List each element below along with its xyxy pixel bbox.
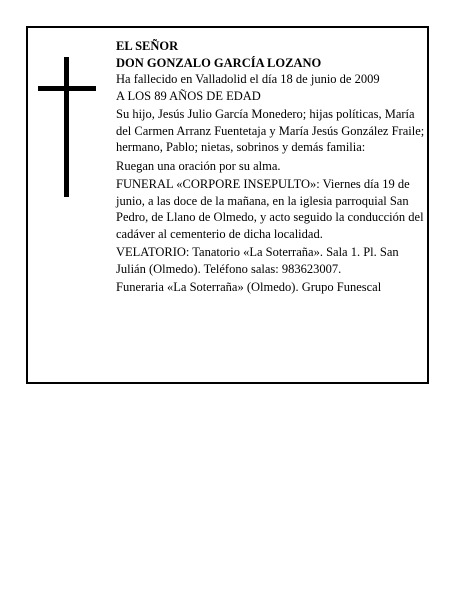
cross-icon xyxy=(38,57,98,197)
family-members: Su hijo, Jesús Julio García Monedero; hijas políticas, María del Carmen Arranz Fuentetaja y María Jesús González Fraile; hermano, Pablo; nietas, sobrinos y demás familia: xyxy=(116,107,425,154)
deceased-name: DON GONZALO GARCÍA LOZANO xyxy=(116,55,322,70)
prayer-request: Ruegan una oración por su alma. xyxy=(116,158,281,173)
notice-heading: EL SEÑOR xyxy=(116,39,179,53)
death-announcement: Ha fallecido en Valladolid el día 18 de junio de 2009 xyxy=(116,72,380,86)
obituary-notice xyxy=(26,26,429,384)
funeral-home: Funeraria «La Soterraña» (Olmedo). Grupo Funescal xyxy=(116,280,382,294)
funeral-details: FUNERAL «CORPORE INSEPULTO»: Viernes día 19 de junio, a las doce de la mañana, en la iglesia parroquial San Pedro, de Llano de Olmedo, y acto seguido la conducción del cadáver al cementerio de dicha localidad. xyxy=(116,177,424,241)
age-at-death: A LOS 89 AÑOS DE EDAD xyxy=(116,88,261,103)
cross-horizontal-bar xyxy=(38,86,96,91)
notice-text xyxy=(116,38,428,298)
velatorio-details: VELATORIO: Tanatorio «La Soterraña». Sala 1. Pl. San Julián (Olmedo). Teléfono salas: 983623007. xyxy=(116,245,399,276)
cross-vertical-bar xyxy=(64,57,69,197)
